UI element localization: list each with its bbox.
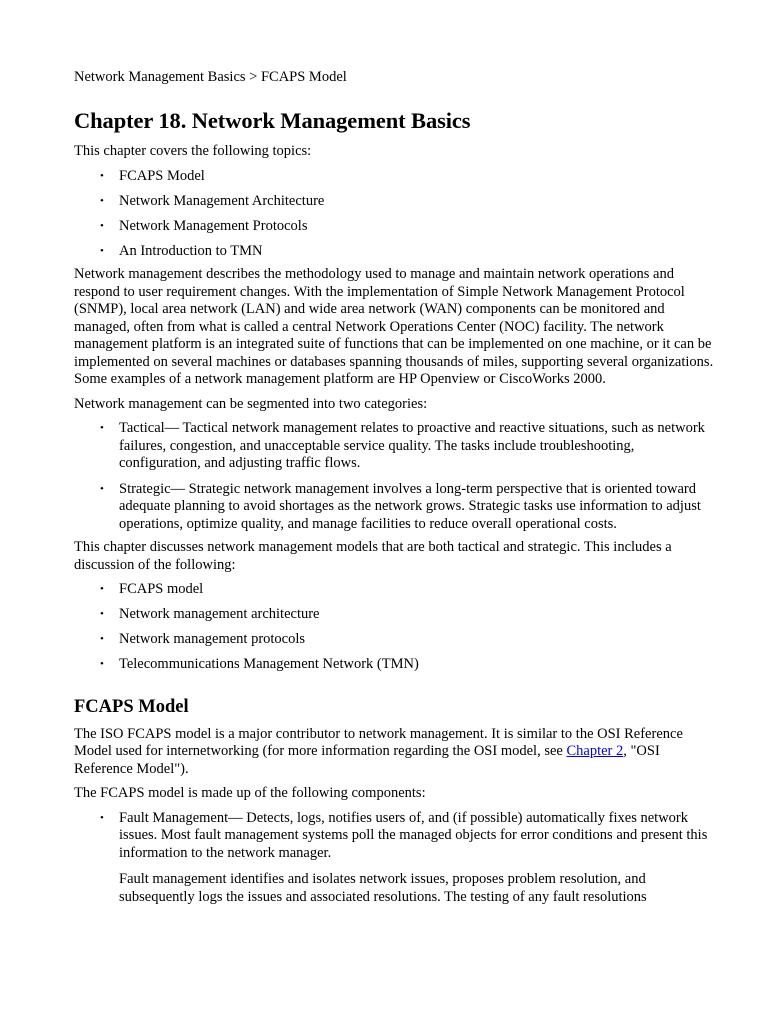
list-item [74,656,714,674]
list-item-text: FCAPS Model [119,167,205,184]
bullet-icon: • [100,244,104,257]
section-title: FCAPS Model [74,696,189,717]
list-item [74,631,714,649]
bullet-icon: • [100,169,104,182]
bullet-icon: • [100,482,104,495]
discussion-list [74,581,714,674]
bullet-icon: • [100,422,104,434]
bullet-icon: • [100,633,104,645]
list-item-text: Tactical— Tactical network management relates to proactive and reactive situations, such as network failures, congestion, and unacceptable service quality. The tasks include troubleshooting, configuration, and adjusting traffic flows. [119,420,705,471]
list-item-text: Network management protocols [119,631,306,647]
body-paragraph: Network management describes the methodology used to manage and maintain network operations and respond to user requirement changes. With the implementation of Simple Network Management Protocol (SNMP), local area network (LAN) and wide area network (WAN) components can be monitored and managed, often from what is called a central Network Operations Center (NOC) facility. The network management platform is an integrated suite of functions that can be implemented on one machine, or it can be implemented on several machines or databases spanning thousands of miles, supporting several organizations. Some examples of a network management platform are HP Openview or CiscoWorks 2000. [74,266,714,387]
body-paragraph: Network management can be segmented into two categories: [74,395,428,412]
list-item-text: Network Management Protocols [119,217,308,234]
list-item-text: FCAPS model [119,581,204,597]
bullet-icon: • [100,658,104,670]
list-item [74,168,714,186]
list-item-text: Strategic— Strategic network management involves a long-term perspective that is oriented toward adequate planning to avoid shortages as the network grows. Strategic tasks use information to adjust operations, optimize quality, and manage facilities to reduce overall operational costs. [119,480,701,532]
topics-list [74,168,714,261]
list-item [74,581,714,599]
paragraph-text: The ISO FCAPS model is a major contributor to network management. It is similar to the OSI Reference Model used for internetworking (for more information regarding the OSI model, see [74,725,683,759]
list-item-text: Fault Management— Detects, logs, notifies users of, and (if possible) automatically fixes network issues. Most fault management systems poll the managed objects for error conditions and present this information to the network manager. [119,809,708,861]
list-item [74,243,714,261]
list-item [74,420,714,473]
chapter-2-link[interactable]: Chapter 2 [566,743,624,759]
document-page [74,67,714,912]
components-list [74,810,714,907]
list-item [74,218,714,236]
bullet-icon: • [100,608,104,620]
bullet-icon: • [100,194,104,207]
bullet-icon: • [100,583,104,595]
list-item [74,481,714,534]
intro-paragraph: This chapter covers the following topics: [74,143,312,159]
list-item [74,193,714,211]
body-paragraph: This chapter discusses network management models that are both tactical and strategic. This includes a discussion of the following: [74,539,672,573]
list-item-text: Telecommunications Management Network (TMN) [119,656,419,672]
bullet-icon: • [100,811,104,824]
bullet-icon: • [100,219,104,232]
chapter-title: Chapter 18. Network Management Basics [74,108,471,133]
breadcrumb: Network Management Basics > FCAPS Model [74,69,347,85]
body-paragraph [74,726,714,779]
paragraph-text: , "OSI Reference Model"). [74,743,660,777]
body-paragraph: The FCAPS model is made up of the following components: [74,785,426,801]
list-item-text: Network Management Architecture [119,192,325,209]
list-item-text: Network management architecture [119,606,320,622]
list-item [74,606,714,624]
categories-list [74,420,714,533]
list-item-subparagraph: Fault management identifies and isolates network issues, proposes problem resolution, and subsequently logs the issues and associated resolutions. The testing of any fault resolutions [119,871,647,905]
list-item-text: An Introduction to TMN [119,242,263,259]
list-item [74,810,714,907]
